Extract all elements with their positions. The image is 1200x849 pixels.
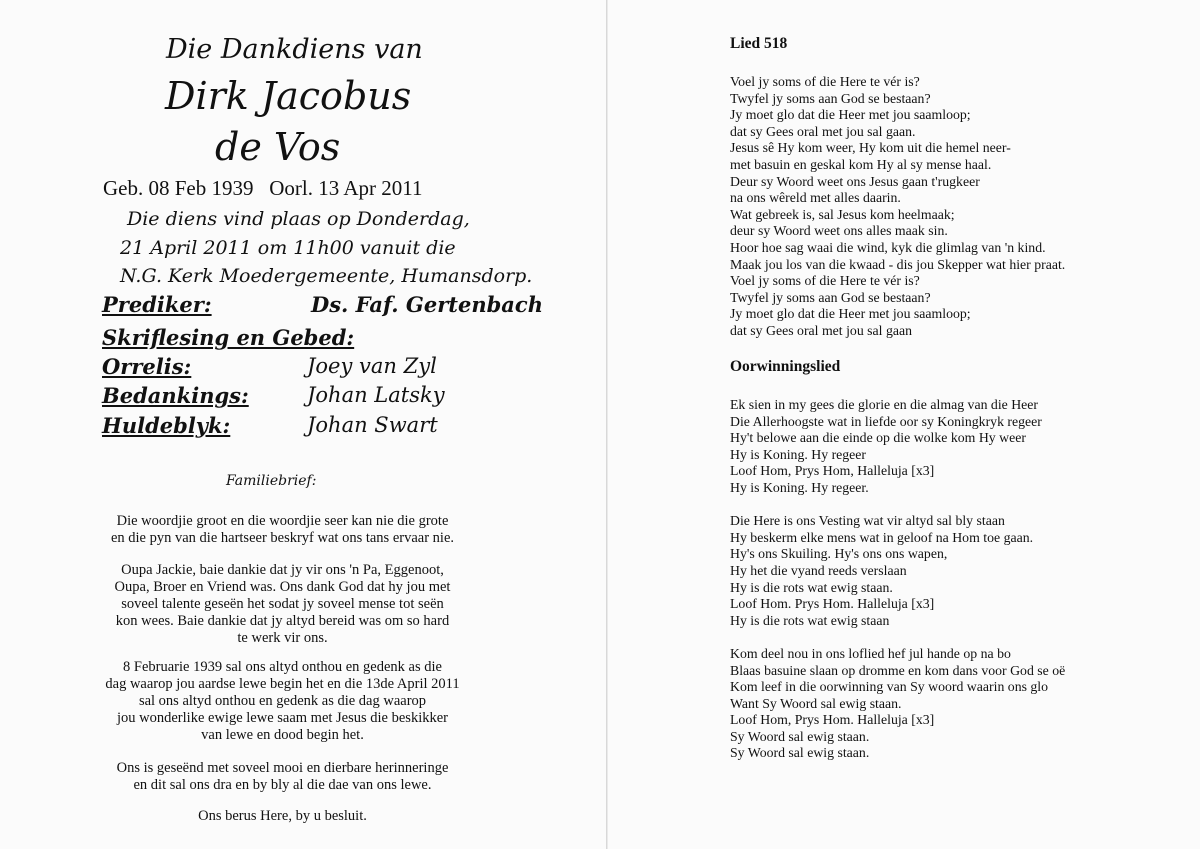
family-letter-label: Familiebrief: [226,473,317,489]
lyric-line: met basuin en geskal kom Hy al sy mense haal. [730,156,992,172]
letter-line: dag waarop jou aardse lewe begin het en die 13de April 2011 [105,676,460,692]
stanza-gap [730,497,1065,514]
letter-line: 8 Februarie 1939 sal ons altyd onthou en gedenk as die [123,659,442,675]
role-label-bedankings: Bedankings: [102,383,249,408]
lyric-line: Hy het die vyand reeds verslaan [730,562,907,578]
lyric-line: Loof Hom, Prys Hom. Halleluja [x3] [730,712,935,728]
lyric-line: Die Allerhoogste wat in liefde oor sy Koningkryk regeer [730,413,1042,429]
service-detail-line: N.G. Kerk Moedergemeente, Humansdorp. [120,265,533,287]
lyric-line: Twyfel jy soms aan God se bestaan? [730,90,931,106]
letter-line: en dit sal ons dra en by bly al die dae van ons lewe. [133,777,432,793]
letter-line: van lewe en dood begin het. [201,727,364,743]
lyric-line: Wat gebreek is, sal Jesus kom heelmaak; [730,206,955,222]
death-date: Oorl. 13 Apr 2011 [269,176,423,200]
song2-lyrics [730,397,1065,762]
page-fold [606,0,608,849]
lyric-line: Jesus sê Hy kom weer, Hy kom uit die hemel neer- [730,140,1011,156]
lyric-line: Loof Hom. Prys Hom. Halleluja [x3] [730,596,935,612]
role-person-bedankings: Johan Latsky [307,383,445,407]
letter-paragraph [90,659,475,744]
lyric-line: Die Here is ons Vesting wat vir altyd sal bly staan [730,513,1005,529]
lyric-line: Voel jy soms of die Here te vér is? [730,74,920,89]
role-label-skriflesing: Skriflesing en Gebed: [102,325,355,350]
lyric-line: Ek sien in my gees die glorie en die almag van die Heer [730,397,1039,412]
letter-closing [90,808,475,825]
service-detail-line: Die diens vind plaas op Donderdag, [127,208,470,230]
stanza-gap [730,629,1065,646]
lyric-line: Maak jou los van die kwaad - dis jou Skepper wat hier praat. [730,256,1066,272]
right-page [610,0,1200,849]
lyric-line: Hy is die rots wat ewig staan. [730,579,893,595]
letter-paragraph [90,513,475,547]
deceased-name-first: Dirk Jacobus [165,74,412,118]
song1-lyrics [730,74,1065,340]
service-detail-line: 21 April 2011 om 11h00 vanuit die [120,237,456,259]
role-person-huldeblyk: Johan Swart [307,413,438,437]
lyric-line: Hy beskerm elke mens wat in geloof na Hom toe gaan. [730,529,1034,545]
letter-line: soveel talente geseën het sodat jy soveel mense tot seën [121,596,444,612]
letter-line: Die woordjie groot en die woordjie seer kan nie die grote [116,513,449,529]
lyric-line: Kom leef in die oorwinning van Sy woord waarin ons glo [730,679,1049,695]
lyric-line: na ons wêreld met alles daarin. [730,190,901,206]
lyric-line: Sy Woord sal ewig staan. [730,745,870,761]
letter-line: jou wonderlike ewige lewe saam met Jesus die beskikker [117,710,448,726]
song2-title: Oorwinningslied [730,358,841,375]
life-dates [103,176,422,201]
role-person-prediker: Ds. Faf. Gertenbach [311,292,543,317]
lyric-line: Kom deel nou in ons loflied hef jul hande op na bo [730,645,1011,661]
letter-line: kon wees. Baie dankie dat jy altyd bereid was om so hard [115,613,450,629]
letter-paragraph [90,562,475,647]
letter-paragraph [90,760,475,794]
lyric-line: Hoor hoe sag waai die wind, kyk die glimlag van 'n kind. [730,239,1046,255]
lyric-line: Jy moet glo dat die Heer met jou saamloop; [730,107,971,123]
lyric-line: Hy is die rots wat ewig staan [730,612,890,628]
lyric-line: Want Sy Woord sal ewig staan. [730,695,902,711]
lyric-line: Hy is Koning. Hy regeer. [730,479,869,495]
role-person-orrelis: Joey van Zyl [307,354,437,378]
letter-line: en die pyn van die hartseer beskryf wat ons tans ervaar nie. [110,530,455,546]
lyric-line: Voel jy soms of die Here te vér is? [730,273,920,289]
lyric-line: Hy's ons Skuiling. Hy's ons ons wapen, [730,546,948,562]
lyric-line: Deur sy Woord weet ons Jesus gaan t'rugkeer [730,173,980,189]
letter-line: Ons berus Here, by u besluit. [198,808,367,824]
song1-title: Lied 518 [730,35,788,52]
lyric-line: Jy moet glo dat die Heer met jou saamloop; [730,306,971,322]
lyric-line: deur sy Woord weet ons alles maak sin. [730,223,948,239]
lyric-line: Twyfel jy soms aan God se bestaan? [730,289,931,305]
lyric-line: Sy Woord sal ewig staan. [730,728,870,744]
lyric-line: dat sy Gees oral met jou sal gaan [730,322,912,338]
letter-line: Ons is geseënd met soveel mooi en dierbare herinneringe [116,760,449,776]
letter-line: sal ons altyd onthou en gedenk as die dag waarop [138,693,427,709]
lyric-line: dat sy Gees oral met jou sal gaan. [730,123,916,139]
letter-line: te werk vir ons. [237,630,328,646]
role-label-prediker: Prediker: [102,292,212,317]
role-label-huldeblyk: Huldeblyk: [102,413,231,438]
lyric-line: Blaas basuine slaan op dromme en kom dans voor God se oë [730,662,1066,678]
deceased-name-last: de Vos [215,125,341,169]
letter-line: Oupa Jackie, baie dankie dat jy vir ons 'n Pa, Eggenoot, [121,562,444,578]
letter-line: Oupa, Broer en Vriend was. Ons dank God dat hy jou met [114,579,451,595]
lyric-line: Loof Hom, Prys Hom, Halleluja [x3] [730,463,935,479]
role-label-orrelis: Orrelis: [102,354,192,379]
service-header: Die Dankdiens van [166,34,423,65]
lyric-line: Hy is Koning. Hy regeer [730,446,867,462]
lyric-line: Hy't belowe aan die einde op die wolke kom Hy weer [730,430,1026,446]
birth-date: Geb. 08 Feb 1939 [103,176,254,200]
